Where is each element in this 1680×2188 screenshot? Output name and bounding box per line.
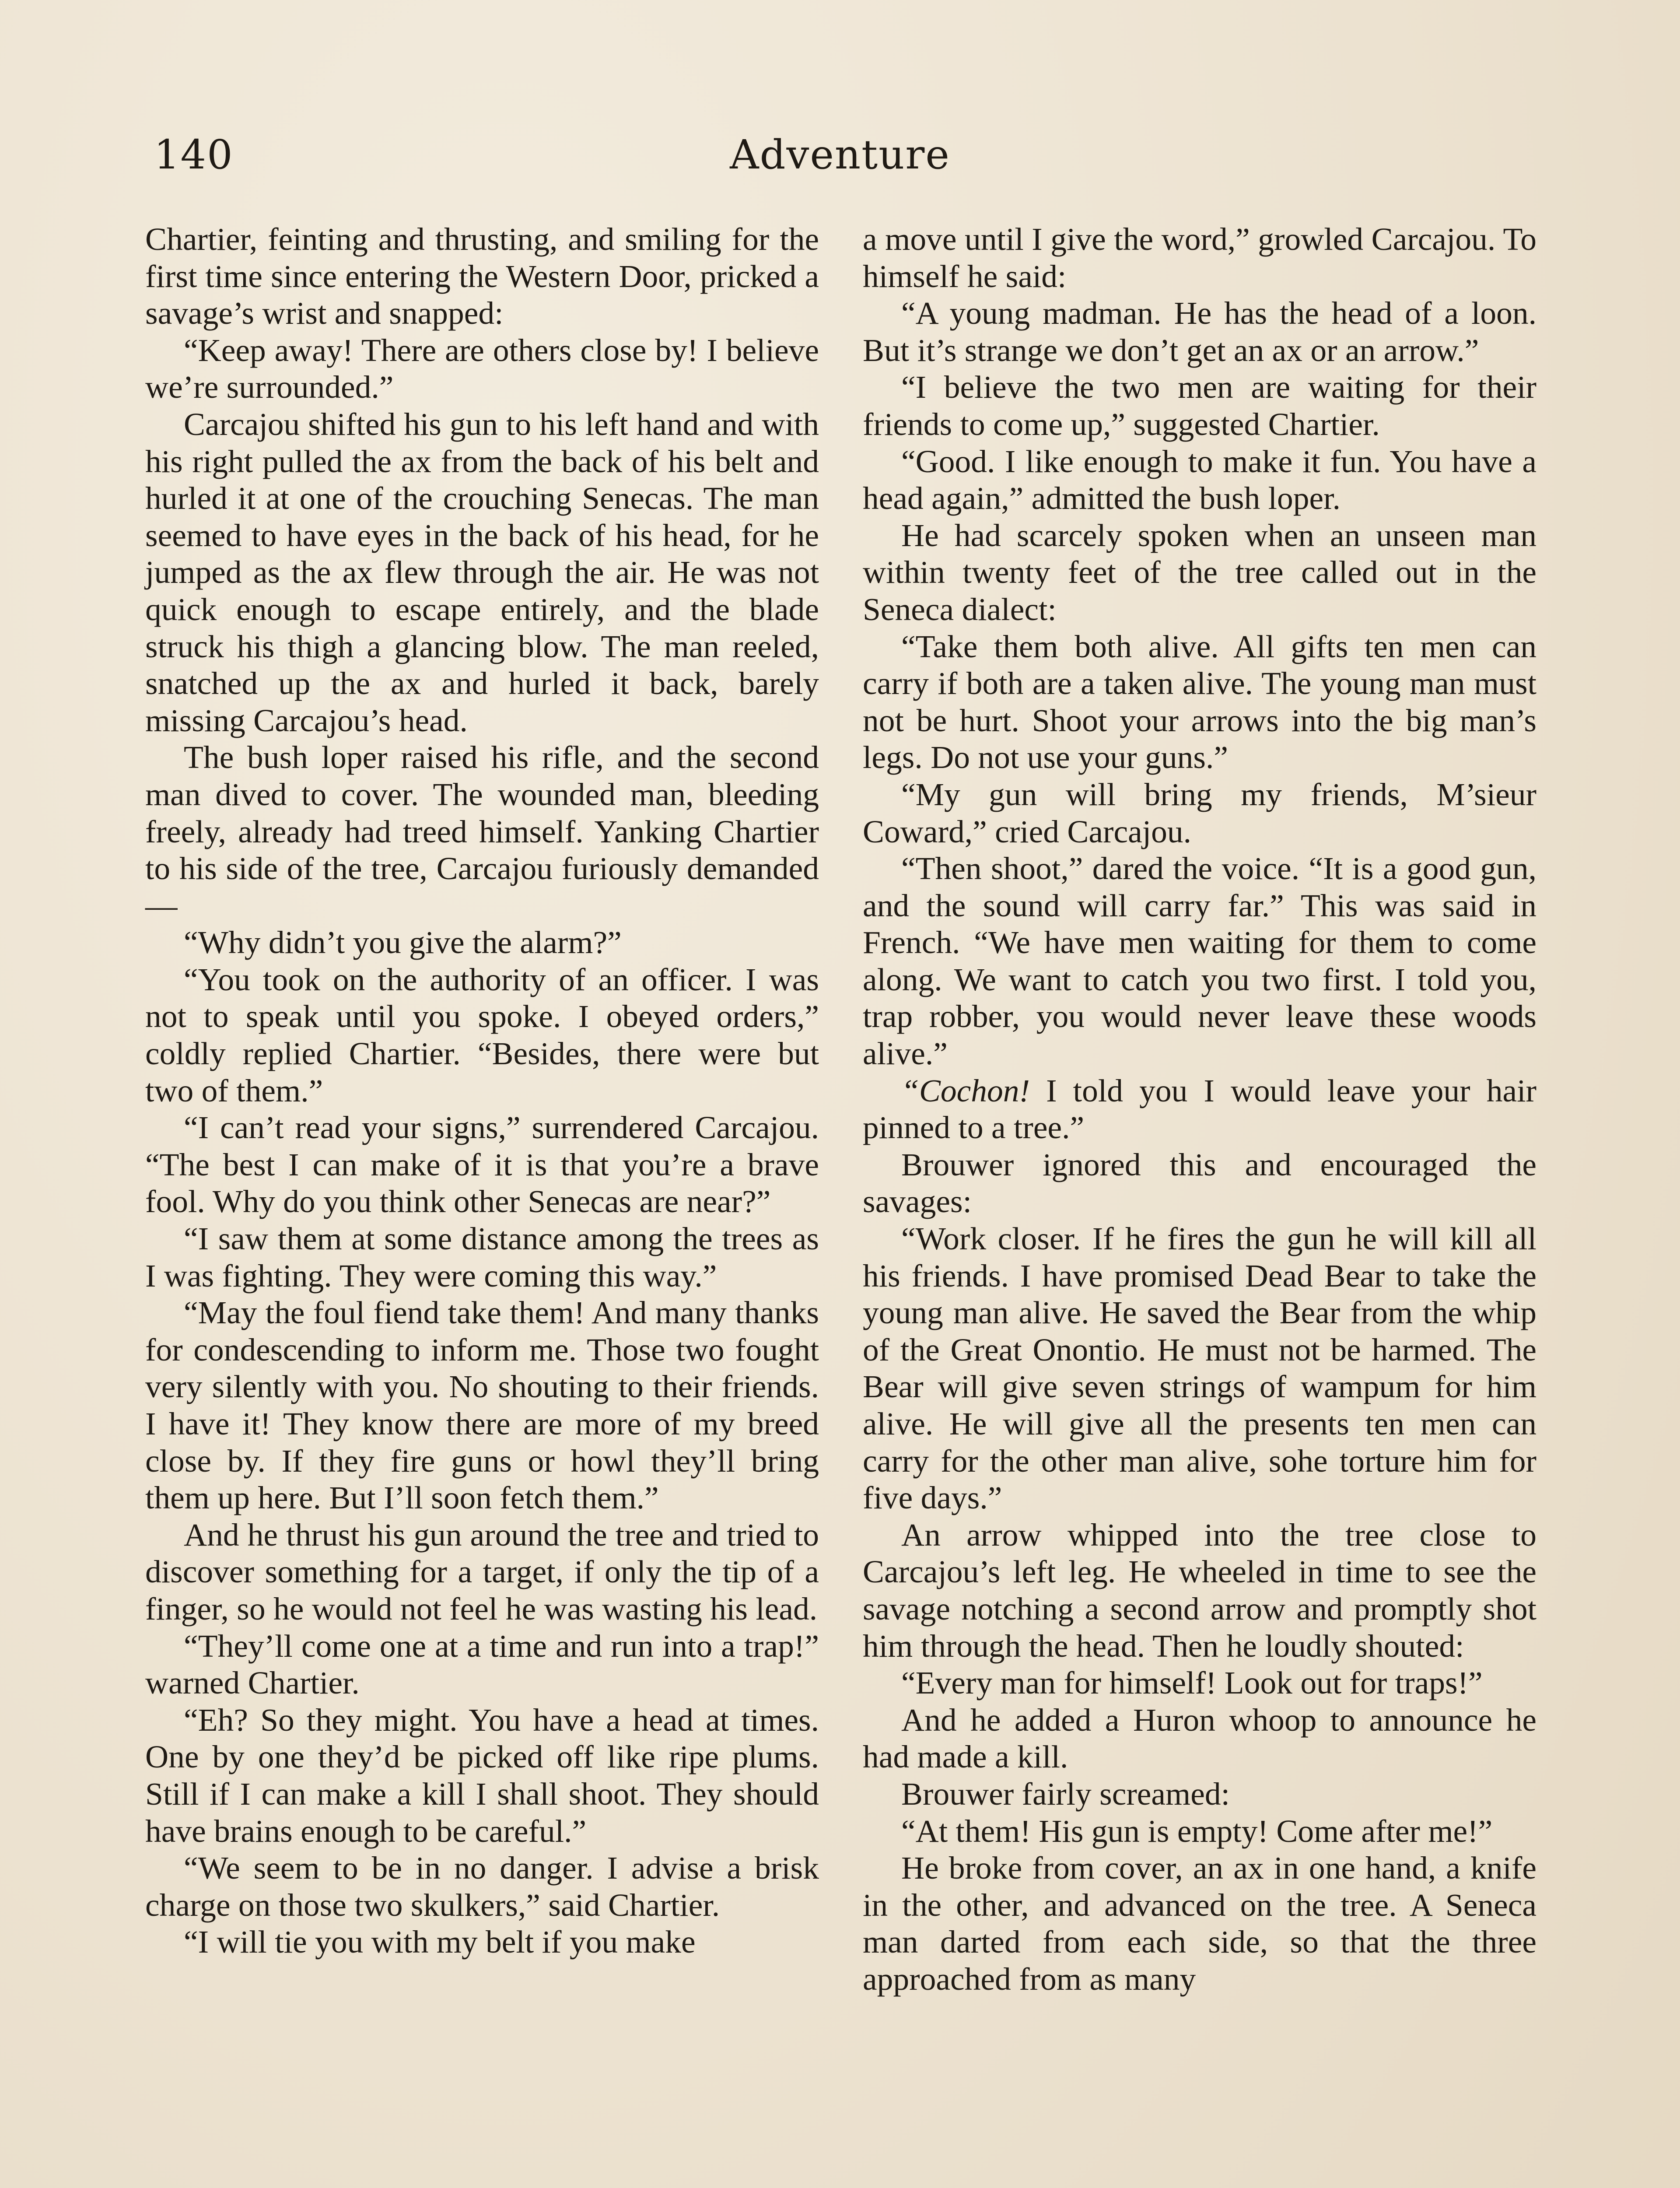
right-column — [863, 221, 1536, 2188]
paragraph: “A young madman. He has the head of a loon. But it’s strange we don’t get an ax or an arrow.” — [863, 295, 1536, 368]
paragraph: “I believe the two men are waiting for their friends to come up,” suggested Chartier. — [863, 369, 1536, 442]
paragraph: a move until I give the word,” growled Carcajou. To himself he said: — [863, 221, 1536, 294]
paragraph: “Work closer. If he fires the gun he will kill all his friends. I have promised Dead Bear to take the young man alive. He saved the Bear from the whip of the Great Onontio. He must not be harmed. The Bear will give seven strings of wampum for him alive. He will give all the presents ten men can carry for the other man alive, sohe torture him for five days.” — [863, 1221, 1536, 1516]
paragraph: “My gun will bring my friends, M’sieur Coward,” cried Carcajou. — [863, 776, 1536, 849]
paragraph: “Take them both alive. All gifts ten men can carry if both are a taken alive. The young man must not be hurt. Shoot your arrows into the big man’s legs. Do not use your guns.” — [863, 628, 1536, 775]
paragraph: He had scarcely spoken when an unseen man within twenty feet of the tree called out in the Seneca dialect: — [863, 517, 1536, 627]
text-columns — [145, 221, 1536, 2188]
paragraph: “I will tie you with my belt if you make — [184, 1924, 696, 1960]
paragraph: “I saw them at some distance among the trees as I was fighting. They were coming this way.” — [145, 1221, 819, 1294]
paragraph: “We seem to be in no danger. I advise a brisk charge on those two skulkers,” said Chartier. — [145, 1850, 819, 1923]
paragraph: “At them! His gun is empty! Come after me!” — [901, 1813, 1493, 1849]
paragraph: He broke from cover, an ax in one hand, a knife in the other, and advanced on the tree. A Seneca man darted from each side, so that the three approached from as many — [863, 1850, 1536, 1997]
paragraph: Carcajou shifted his gun to his left hand and with his right pulled the ax from the back of his belt and hurled it at one of the crouching Senecas. The man seemed to have eyes in the back of his head, for he jumped as the ax flew through the air. He was not quick enough to escape entirely, and the blade struck his thigh a glancing blow. The man reeled, snatched up the ax and hurled it back, barely missing Carcajou’s head. — [145, 406, 819, 738]
paragraph: Brouwer fairly screamed: — [901, 1776, 1230, 1812]
paragraph: “Why didn’t you give the alarm?” — [184, 925, 622, 961]
page-header — [149, 131, 1531, 184]
paragraph: “May the foul fiend take them! And many thanks for condescending to inform me. Those two fought very silently with you. No shouting to their friends. I have it! They know there are more of my breed close by. If they fire guns or howl they’ll bring them up here. But I’ll soon fetch them.” — [145, 1295, 819, 1516]
paragraph: “They’ll come one at a time and run into a trap!” warned Chartier. — [145, 1628, 819, 1701]
paragraph: And he thrust his gun around the tree and tried to discover something for a target, if only the tip of a finger, so he would not feel he was wasting his lead. — [145, 1517, 819, 1627]
paragraph: “Keep away! There are others close by! I believe we’re surrounded.” — [145, 332, 819, 405]
left-column — [145, 221, 819, 2188]
paragraph: Chartier, feinting and thrusting, and smiling for the first time since entering the Western Door, pricked a savage’s wrist and snapped: — [145, 221, 819, 331]
italic-exclamation: “Cochon! — [901, 1073, 1030, 1108]
paragraph: “You took on the authority of an officer. I was not to speak until you spoke. I obeyed orders,” coldly replied Chartier. “Besides, there were but two of them.” — [145, 961, 819, 1108]
paragraph: An arrow whipped into the tree close to Carcajou’s left leg. He wheeled in time to see the savage notching a second arrow and promptly shot him through the head. Then he loudly shouted: — [863, 1517, 1536, 1664]
paragraph: Brouwer ignored this and encouraged the savages: — [863, 1147, 1536, 1220]
page-number: 140 — [154, 131, 234, 178]
paragraph: “Good. I like enough to make it fun. You have a head again,” admitted the bush loper. — [863, 443, 1536, 516]
running-title: Adventure — [730, 131, 950, 178]
paragraph: And he added a Huron whoop to announce he had made a kill. — [863, 1702, 1536, 1775]
paragraph — [863, 1073, 1536, 1147]
paragraph: “I can’t read your signs,” surrendered Carcajou. “The best I can make of it is that you’re a brave fool. Why do you think other Senecas are near?” — [145, 1110, 819, 1220]
paragraph: “Then shoot,” dared the voice. “It is a good gun, and the sound will carry far.” This was said in French. “We have men waiting for them to come along. We want to catch you two first. I told you, trap robber, you would never leave these woods alive.” — [863, 851, 1536, 1072]
paragraph-text: I told you I would leave your hair pinned to a tree.” — [863, 1073, 1536, 1146]
paragraph: “Eh? So they might. You have a head at times. One by one they’d be picked off like ripe plums. Still if I can make a kill I shall shoot. They should have brains enough to be careful.” — [145, 1702, 819, 1849]
paragraph: The bush loper raised his rifle, and the second man dived to cover. The wounded man, bleeding freely, already had treed himself. Yanking Chartier to his side of the tree, Carcajou furiously demanded— — [145, 740, 819, 923]
paragraph: “Every man for himself! Look out for traps!” — [901, 1665, 1483, 1701]
